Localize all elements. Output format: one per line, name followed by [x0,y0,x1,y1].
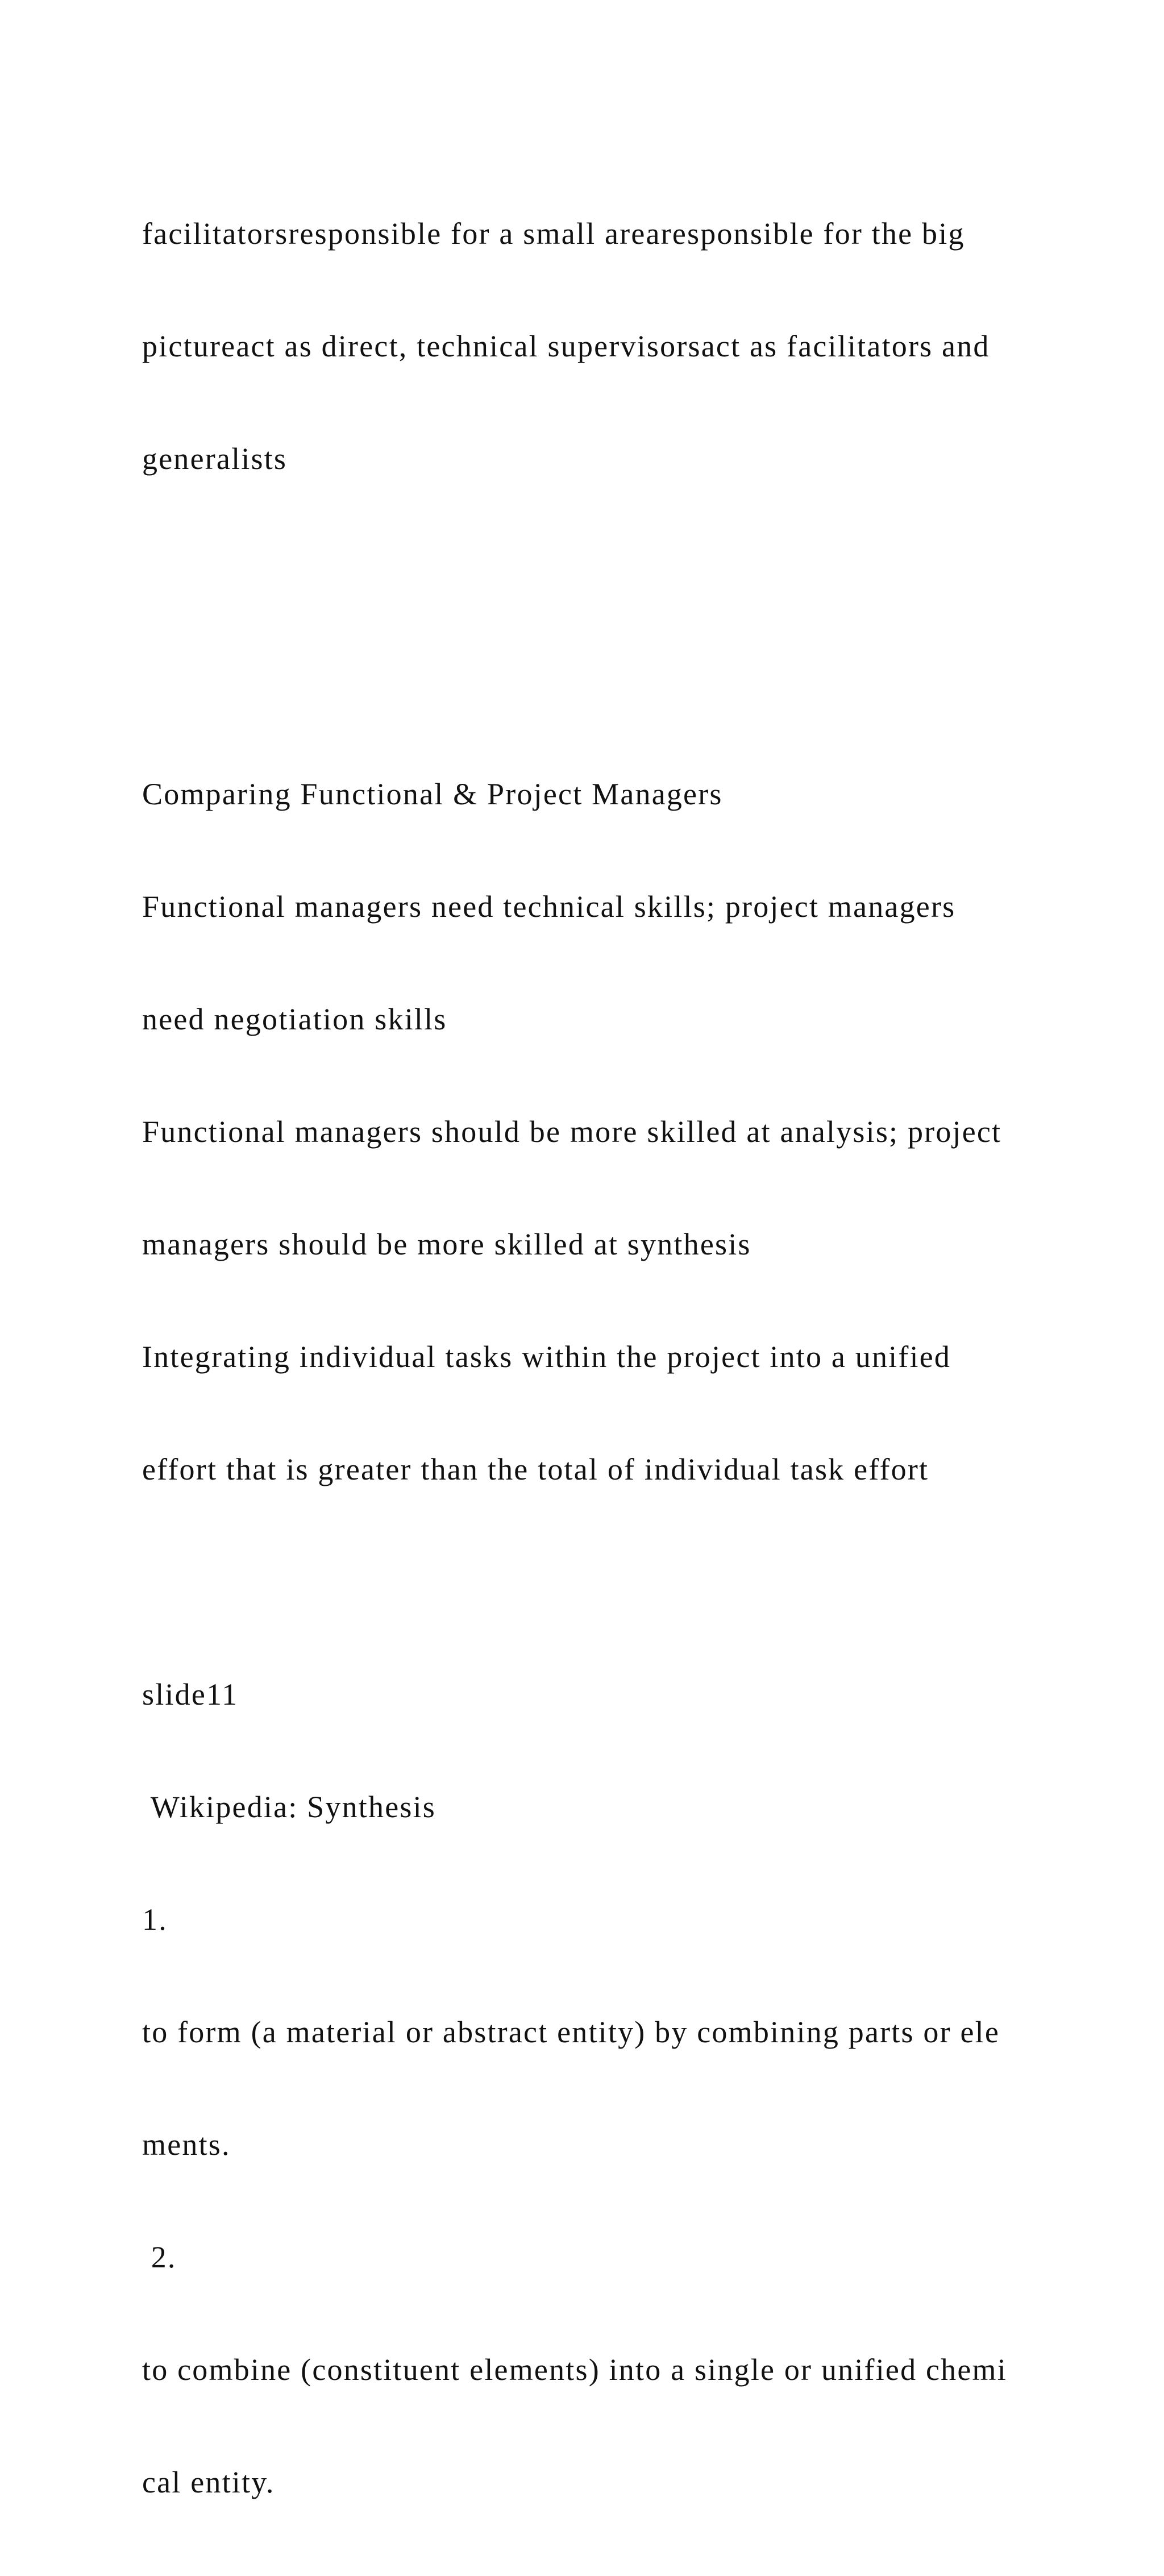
text-line: pictureact as direct, technical supervisorsact as facilitators and [142,329,990,363]
definition-line: to form (a material or abstract entity) by combining parts or ele [142,2015,1000,2049]
text-line: Integrating individual tasks within the project into a unified [142,1340,951,1374]
definition-number: 2. [142,2240,177,2274]
text-line: generalists [142,442,288,476]
definition-number: 1. [142,1902,168,1937]
definition-line: cal entity. [142,2465,275,2499]
text-line: Functional managers should be more skilled at analysis; project [142,1115,1002,1149]
text-line: Functional managers need technical skills; project managers [142,890,956,924]
text-line: facilitatorsresponsible for a small arearesponsible for the big [142,217,965,251]
blank-line [142,1563,1086,1601]
text-line: effort that is greater than the total of individual task effort [142,1452,929,1486]
text-line: need negotiation skills [142,1002,447,1036]
slide-label: slide11 [142,1677,239,1711]
definition-title: Wikipedia: Synthesis [142,1790,436,1824]
text-line: managers should be more skilled at synthesis [142,1227,751,1261]
top-paragraph [142,140,1086,552]
definition-line: ments. [142,2128,231,2162]
main-section [142,700,1086,2576]
section-heading: Comparing Functional & Project Managers [142,777,723,811]
definition-line: to combine (constituent elements) into a single or unified chemi [142,2353,1007,2387]
